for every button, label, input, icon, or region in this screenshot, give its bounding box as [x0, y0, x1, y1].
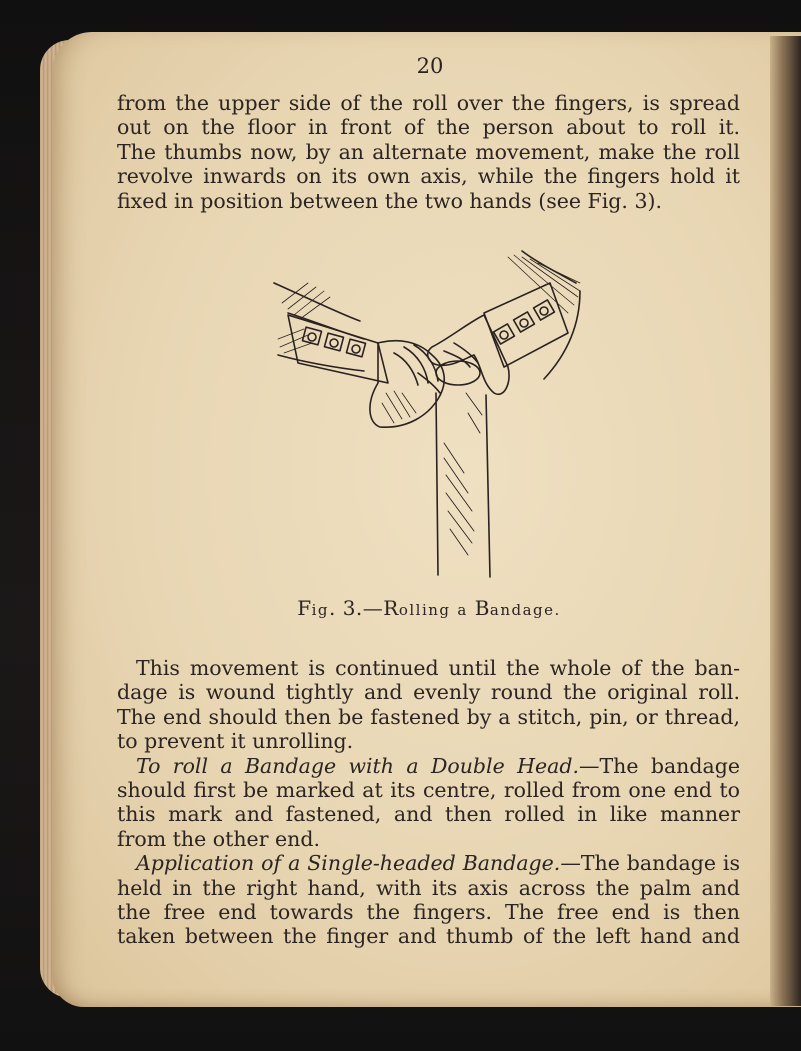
- top-paragraph: [117, 91, 740, 213]
- text-line: [117, 851, 740, 875]
- text-line: [117, 754, 740, 778]
- caption-bandage-B: B: [474, 596, 490, 620]
- text-line: the free end towards the fingers. The free end is then: [117, 900, 740, 925]
- text-line: This movement is continued until the whole of the ban-: [136, 656, 740, 680]
- section-heading-single-headed: Application of a Single-headed Bandage.: [136, 851, 561, 876]
- page-number: 20: [416, 54, 444, 78]
- text-line: taken between the finger and thumb of the left hand and: [117, 924, 740, 949]
- text-line: to prevent it unrolling.: [117, 729, 354, 754]
- text-line: dage is wound tightly and evenly round the original roll.: [117, 680, 740, 705]
- rolling-bandage-illustration: [268, 243, 588, 583]
- section-heading-double-head: To roll a Bandage with a Double Head.: [136, 753, 579, 778]
- caption-bandage-rest: andage.: [489, 601, 561, 619]
- text-line: should first be marked at its centre, rolled from one end to: [117, 778, 740, 803]
- text-line: The thumbs now, by an alternate movement, make the roll: [117, 139, 740, 164]
- text-line: from the upper side of the roll over the fingers, is spread: [117, 91, 740, 115]
- caption-fig-F: F: [297, 596, 312, 620]
- text-line: this mark and fastened, and then rolled in like manner: [117, 802, 740, 827]
- text-fragment: —The bandage: [578, 753, 740, 778]
- text-fragment: —The bandage is: [560, 851, 740, 876]
- text-line: The end should then be fastened by a stitch, pin, or thread,: [117, 704, 740, 729]
- caption-a: a: [457, 601, 468, 619]
- text-line: fixed in position between the two hands (see Fig. 3).: [117, 188, 663, 213]
- text-line: revolve inwards on its own axis, while the fingers hold it: [117, 164, 740, 189]
- caption-rolling-rest: olling: [398, 601, 451, 619]
- text-line: from the other end.: [117, 826, 320, 851]
- caption-fig-rest: ig: [311, 601, 329, 619]
- caption-rolling-R: R: [383, 596, 399, 620]
- figure-caption: [0, 596, 801, 620]
- caption-fig-number: . 3.—: [328, 596, 384, 620]
- text-line: held in the right hand, with its axis across the palm and: [117, 875, 740, 900]
- body-text: [117, 656, 740, 949]
- book-binding: [770, 36, 801, 1006]
- text-line: out on the floor in front of the person about to roll it.: [117, 115, 740, 140]
